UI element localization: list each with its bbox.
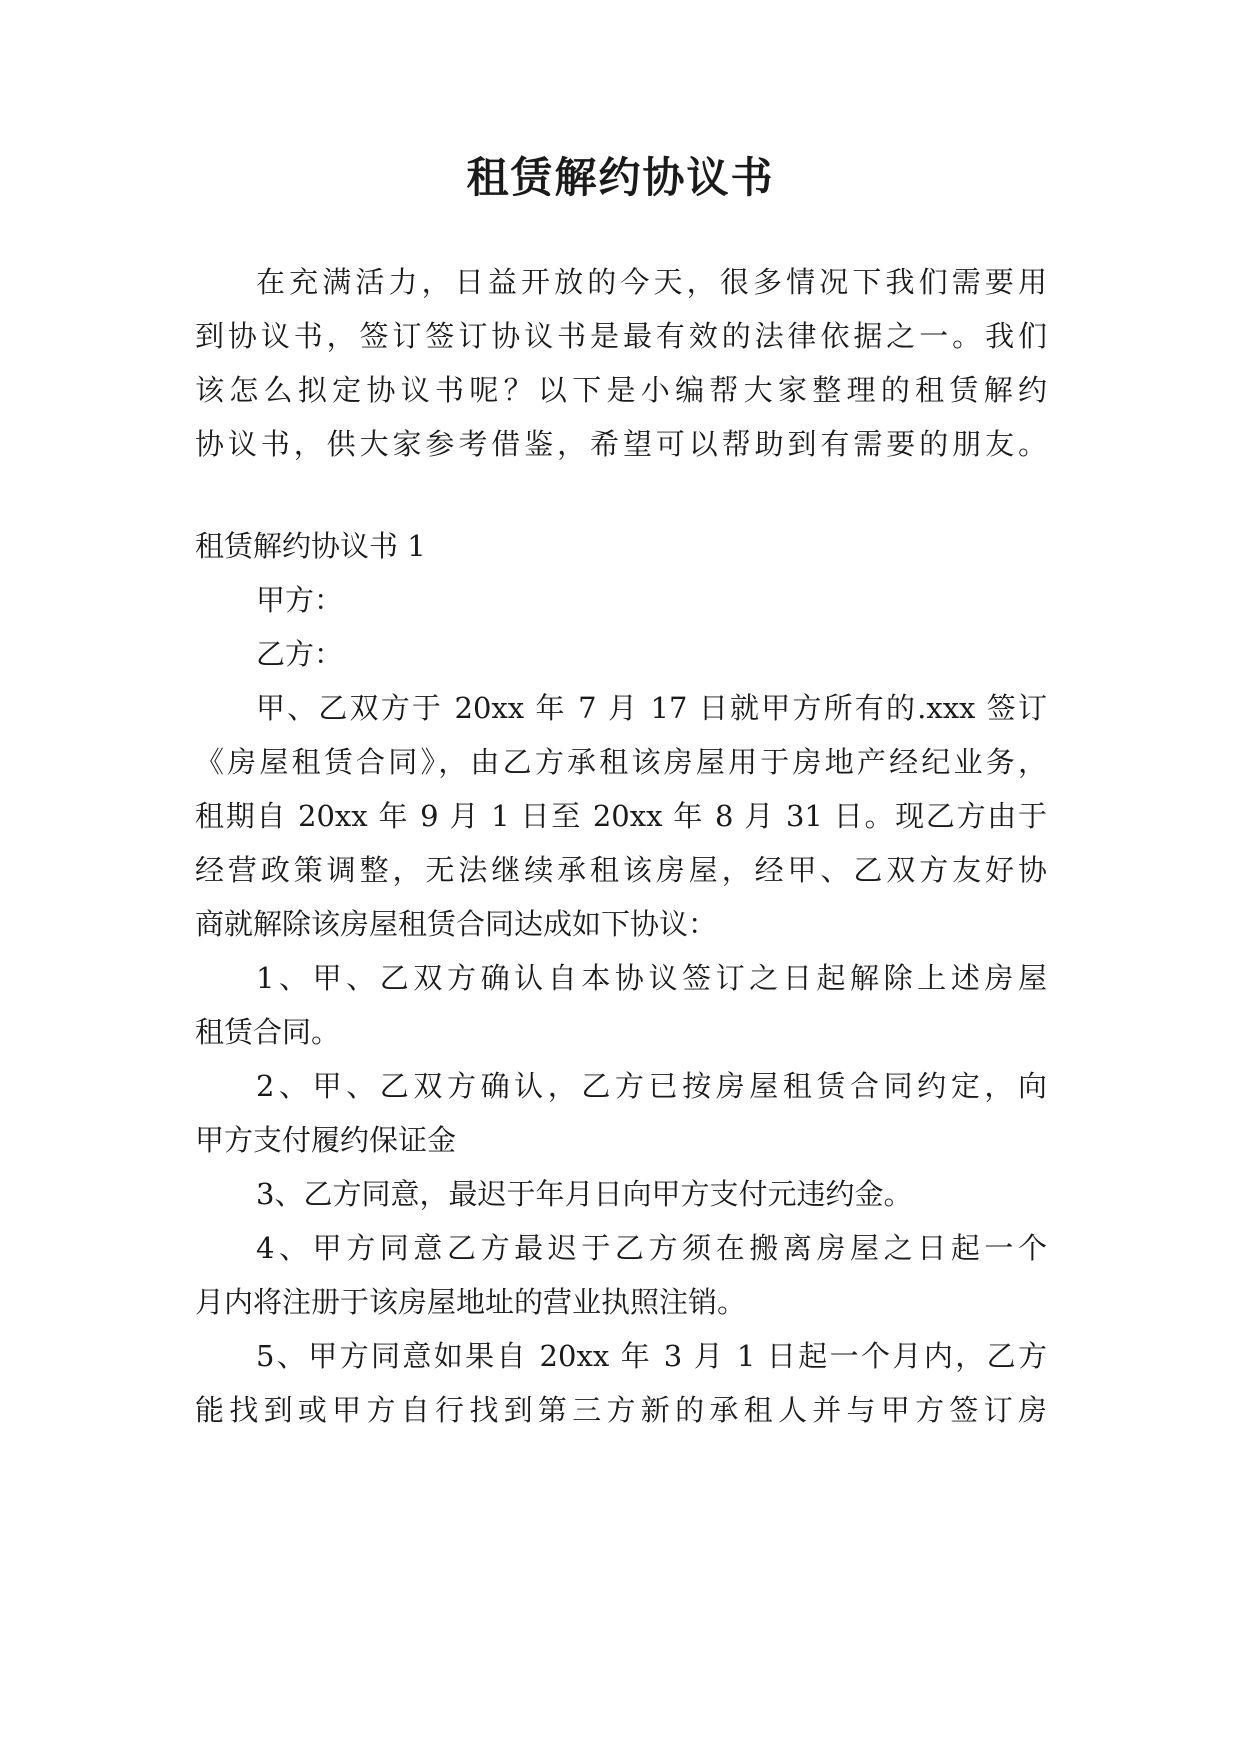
body-line: 商就解除该房屋租赁合同达成如下协议： — [195, 907, 718, 941]
clause-line: 能找到或甲方自行找到第三方新的承租人并与甲方签订房 — [195, 1393, 1047, 1427]
body-line: 甲、乙双方于 20xx 年 7 月 17 日就甲方所有的.xxx 签订 — [256, 691, 1047, 725]
party-b-label: 乙方： — [256, 637, 344, 671]
body-line: 租期自 20xx 年 9 月 1 日至 20xx 年 8 月 31 日。现乙方由于 — [195, 799, 1047, 833]
body-line: 经营政策调整，无法继续承租该房屋，经甲、乙双方友好协 — [195, 853, 1047, 887]
clause-line: 月内将注册于该房屋地址的营业执照注销。 — [195, 1285, 747, 1319]
clause-line: 2、甲、乙双方确认，乙方已按房屋租赁合同约定，向 — [256, 1069, 1047, 1103]
intro-line: 到协议书，签订签订协议书是最有效的法律依据之一。我们 — [195, 319, 1047, 353]
clause-line: 4、甲方同意乙方最迟于乙方须在搬离房屋之日起一个 — [256, 1231, 1047, 1265]
intro-line: 在充满活力，日益开放的今天，很多情况下我们需要用 — [256, 265, 1047, 299]
body-line: 《房屋租赁合同》，由乙方承租该房屋用于房地产经纪业务， — [195, 745, 1047, 779]
clause-line: 3、乙方同意，最迟于年月日向甲方支付元违约金。 — [256, 1177, 913, 1211]
document-title: 租赁解约协议书 — [466, 153, 775, 202]
intro-line: 该怎么拟定协议书呢？以下是小编帮大家整理的租赁解约 — [195, 373, 1047, 407]
party-a-label: 甲方： — [256, 583, 344, 617]
clause-line: 甲方支付履约保证金 — [195, 1123, 457, 1157]
clause-line: 5、甲方同意如果自 20xx 年 3 月 1 日起一个月内，乙方 — [256, 1339, 1047, 1373]
clause-line: 租赁合同。 — [195, 1015, 341, 1049]
clause-line: 1、甲、乙双方确认自本协议签订之日起解除上述房屋 — [256, 961, 1047, 995]
section-heading: 租赁解约协议书 1 — [195, 529, 426, 563]
intro-line: 协议书，供大家参考借鉴，希望可以帮助到有需要的朋友。 — [195, 427, 1047, 461]
